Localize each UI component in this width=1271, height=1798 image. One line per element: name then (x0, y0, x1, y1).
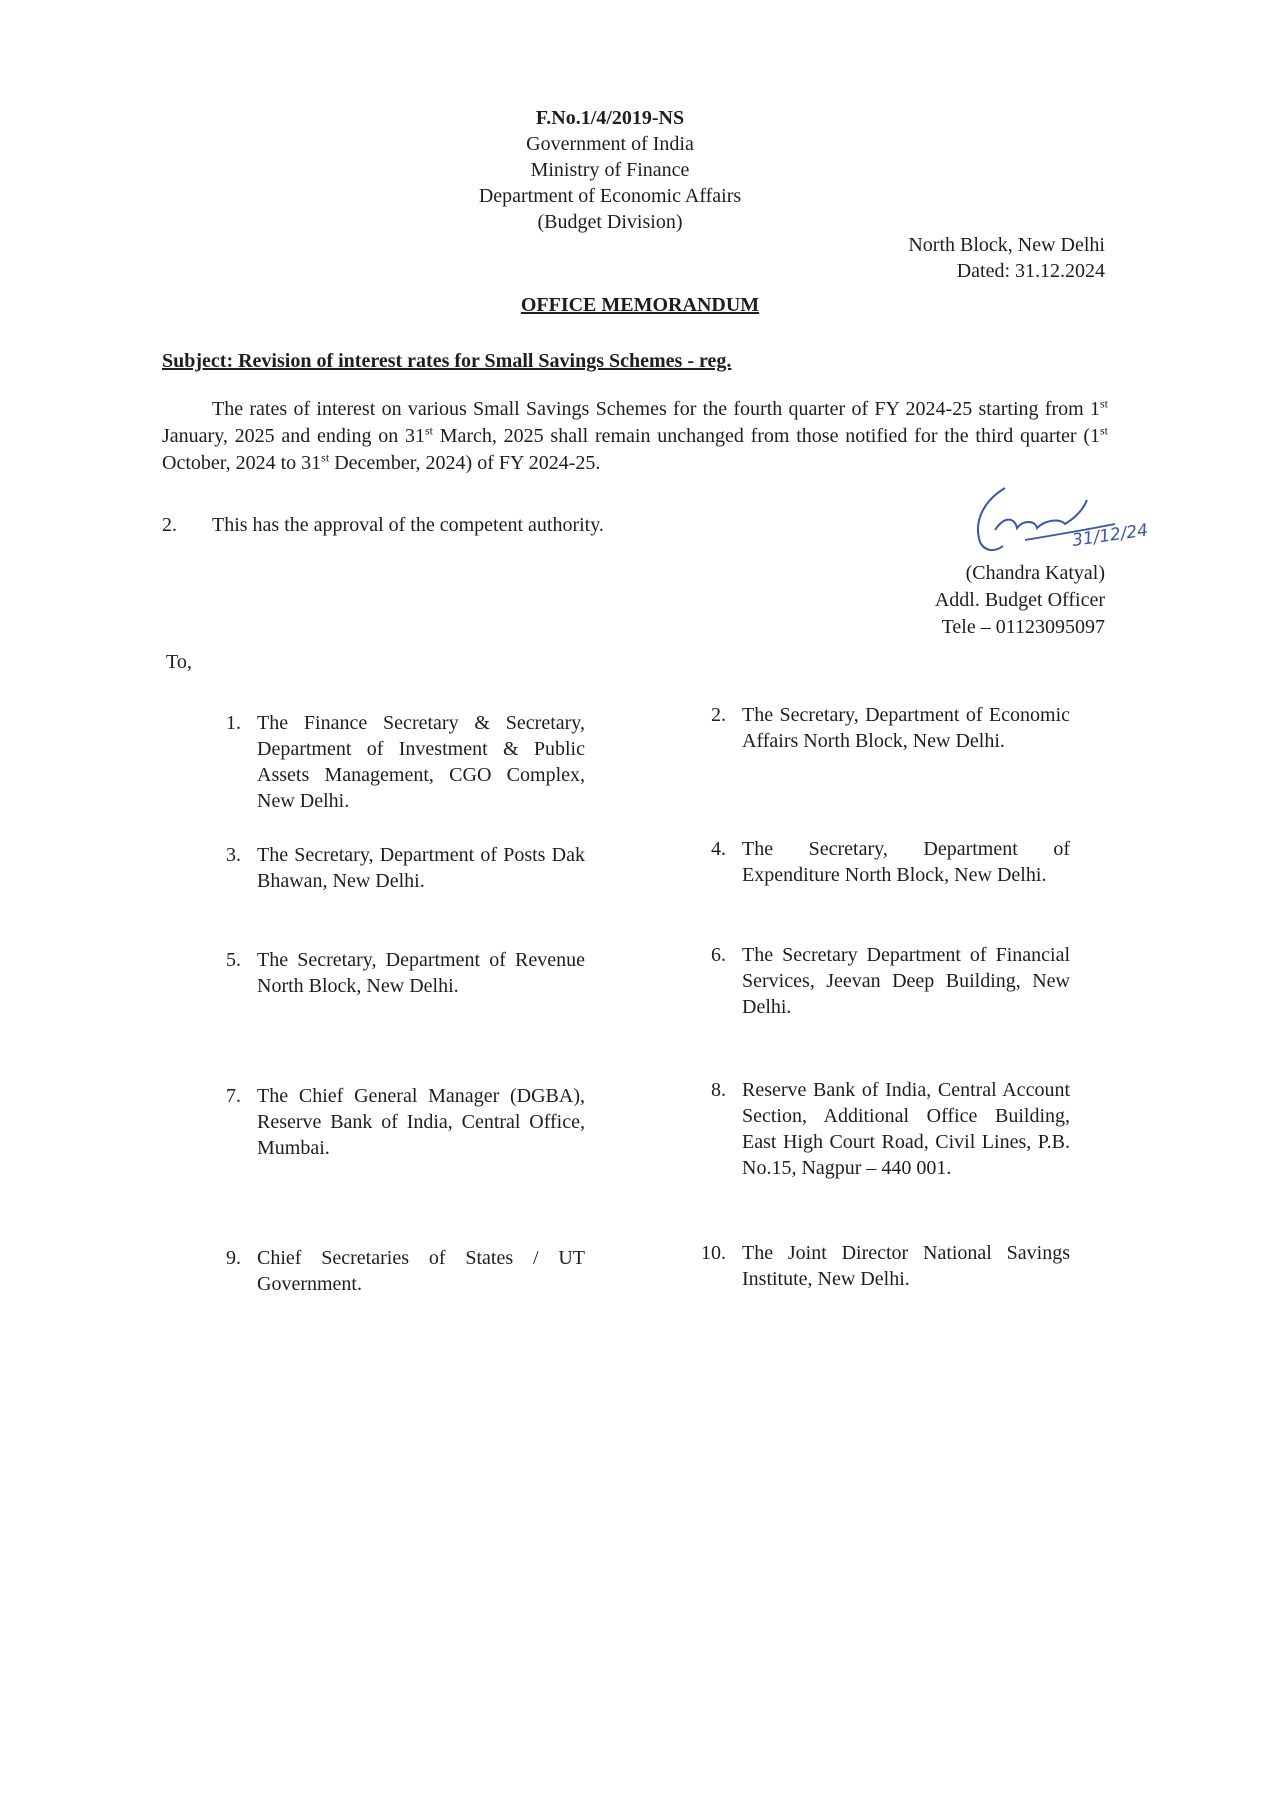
signature-date: 31/12/24 (1070, 520, 1150, 551)
date-line: Dated: 31.12.2024 (956, 260, 1105, 282)
signer-block (880, 560, 1105, 641)
para1-part-a: The rates of interest on various Small Savings Schemes for the fourth quarter of FY 2024-25 starting from 1 (212, 398, 1100, 420)
addressee-text: The Finance Secretary & Secretary, Department of Investment & Public Assets Management, CGO Complex, New Delhi. (257, 712, 585, 812)
signer-designation: Addl. Budget Officer (934, 589, 1105, 611)
addressee-9 (205, 1245, 585, 1297)
signer-telephone: Tele – 01123095097 (941, 616, 1105, 638)
addressee-text: The Secretary, Department of Posts Dak Bhawan, New Delhi. (257, 844, 585, 892)
addressee-number: 3. (226, 844, 241, 866)
addressee-1 (205, 710, 585, 814)
addressee-5 (205, 947, 585, 999)
addressee-3 (205, 842, 585, 894)
addressee-text: The Chief General Manager (DGBA), Reserve Bank of India, Central Office, Mumbai. (257, 1085, 585, 1159)
addressee-text: The Secretary, Department of Economic Affairs North Block, New Delhi. (742, 704, 1070, 752)
addressee-number: 10. (701, 1242, 726, 1264)
place-date-block (830, 232, 1105, 284)
addressee-6 (690, 942, 1070, 1020)
para1-part-c: March, 2025 shall remain unchanged from those notified for the third quarter (1 (432, 425, 1100, 447)
file-number: F.No.1/4/2019-NS (535, 107, 685, 129)
header-division: (Budget Division) (537, 211, 683, 233)
addressee-number: 7. (226, 1085, 241, 1107)
addressee-number: 8. (711, 1079, 726, 1101)
para1-sup-4: st (321, 450, 330, 465)
paragraph-2 (162, 514, 862, 537)
addressee-text: Chief Secretaries of States / UT Government. (257, 1247, 585, 1295)
memo-title: OFFICE MEMORANDUM (520, 294, 760, 316)
addressee-text: The Secretary Department of Financial Services, Jeevan Deep Building, New Delhi. (742, 944, 1070, 1018)
addressee-number: 5. (226, 949, 241, 971)
paragraph-1 (162, 396, 1108, 477)
addressee-text: Reserve Bank of India, Central Account Section, Additional Office Building, East High Court Road, Civil Lines, P.B. No.15, Nagpur – 440 001. (742, 1079, 1070, 1179)
addressee-2 (690, 702, 1070, 754)
header-government: Government of India (526, 133, 694, 155)
signer-name: (Chandra Katyal) (965, 562, 1105, 584)
header-block (420, 105, 800, 235)
header-department: Department of Economic Affairs (478, 185, 742, 207)
para1-sup-1: st (1099, 396, 1108, 411)
paragraph-2-text: This has the approval of the competent authority. (212, 514, 604, 536)
addressee-number: 4. (711, 838, 726, 860)
addressee-number: 2. (711, 704, 726, 726)
place-location: North Block, New Delhi (908, 234, 1105, 256)
handwritten-signature (965, 480, 1195, 570)
addressee-4 (690, 836, 1070, 888)
addressee-7 (205, 1083, 585, 1161)
para1-sup-2: st (424, 423, 433, 438)
addressee-number: 1. (226, 712, 241, 734)
addressee-text: The Joint Director National Savings Institute, New Delhi. (742, 1242, 1070, 1290)
addressee-10 (690, 1240, 1070, 1292)
para1-sup-3: st (1099, 423, 1108, 438)
addressee-number: 6. (711, 944, 726, 966)
addressee-8 (690, 1077, 1070, 1181)
subject-line: Subject: Revision of interest rates for Small Savings Schemes - reg. (162, 350, 732, 372)
header-ministry: Ministry of Finance (530, 159, 690, 181)
addressee-text: The Secretary, Department of Expenditure North Block, New Delhi. (742, 838, 1070, 886)
para1-part-e: December, 2024) of FY 2024-25. (329, 452, 601, 474)
para1-part-b: January, 2025 and ending on 31 (162, 425, 425, 447)
paragraph-2-number: 2. (162, 514, 177, 536)
to-label: To, (166, 651, 192, 673)
addressee-text: The Secretary, Department of Revenue North Block, New Delhi. (257, 949, 585, 997)
para1-part-d: October, 2024 to 31 (162, 452, 322, 474)
addressee-number: 9. (226, 1247, 241, 1269)
